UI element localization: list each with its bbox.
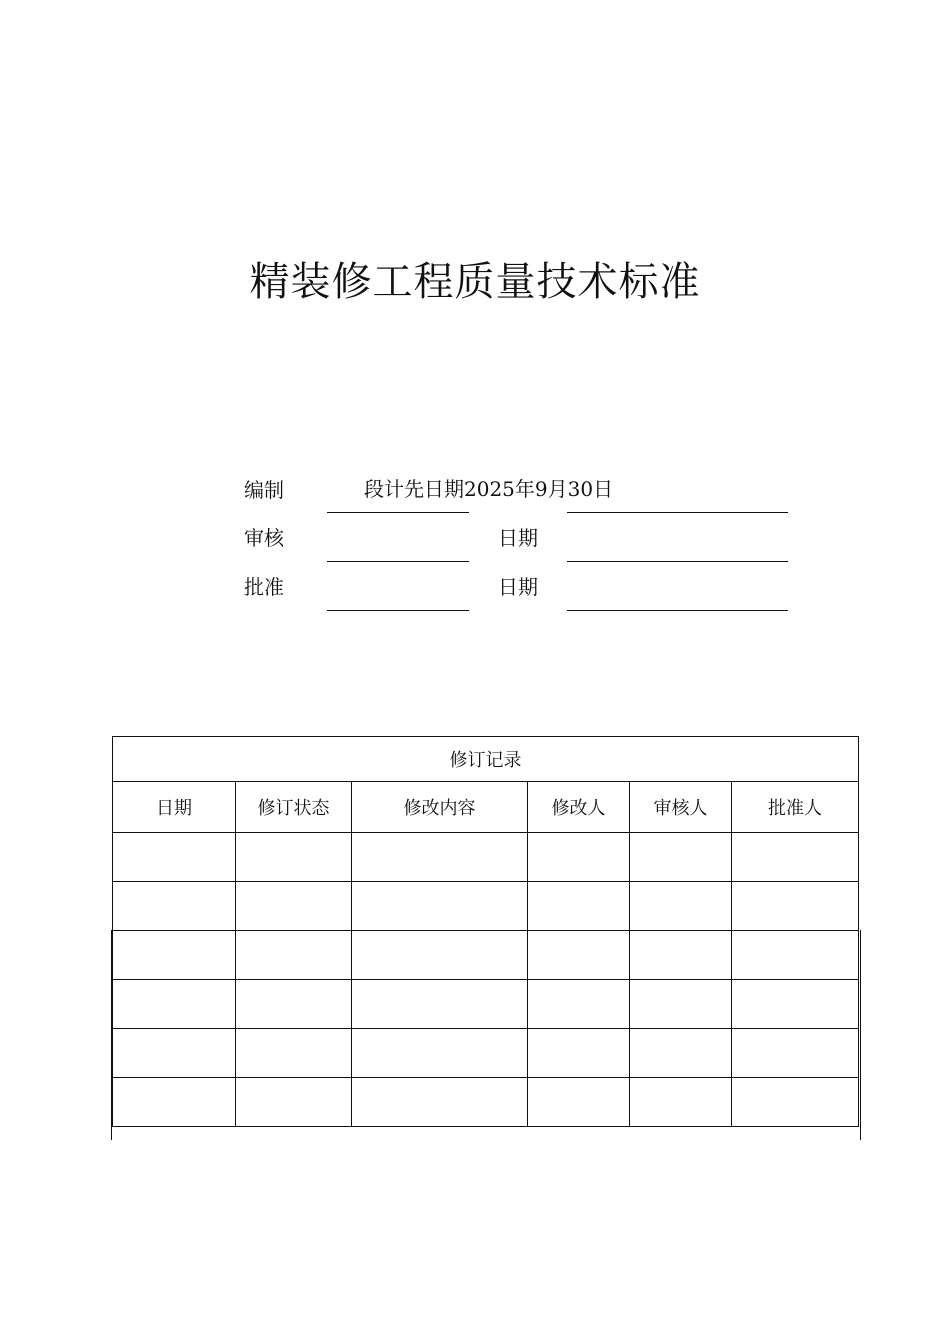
table-cell	[630, 882, 732, 931]
table-cell	[528, 980, 630, 1029]
table-cell	[352, 1078, 528, 1127]
reviewed-date-underline	[567, 561, 788, 562]
compiled-date-underline	[567, 512, 788, 513]
table-cell	[236, 1029, 352, 1078]
table-cell	[352, 980, 528, 1029]
column-header: 日期	[113, 782, 236, 833]
table-row	[113, 1029, 859, 1078]
table-cell	[732, 1078, 859, 1127]
column-header: 修订状态	[236, 782, 352, 833]
table-left-edge-mark	[111, 930, 112, 1140]
table-cell	[528, 1029, 630, 1078]
table-right-edge-mark	[860, 930, 861, 1140]
reviewed-underline	[327, 561, 469, 562]
table-cell	[113, 980, 236, 1029]
table-cell	[630, 1078, 732, 1127]
column-header: 批准人	[732, 782, 859, 833]
table-cell	[236, 1078, 352, 1127]
table-row	[113, 833, 859, 882]
revision-header-row	[113, 782, 859, 833]
table-cell	[236, 980, 352, 1029]
table-cell	[352, 833, 528, 882]
table-cell	[352, 882, 528, 931]
approved-label: 批准	[244, 575, 284, 599]
table-cell	[113, 1029, 236, 1078]
compiled-underline	[327, 512, 469, 513]
table-row	[113, 980, 859, 1029]
table-cell	[630, 931, 732, 980]
column-header: 修改人	[528, 782, 630, 833]
table-cell	[352, 931, 528, 980]
table-cell	[113, 1078, 236, 1127]
revision-table	[112, 736, 859, 1127]
approved-underline	[327, 610, 469, 611]
column-header: 修改内容	[352, 782, 528, 833]
document-title: 精装修工程质量技术标准	[249, 259, 701, 305]
reviewed-label: 审核	[244, 526, 284, 550]
reviewed-date-label: 日期	[498, 526, 538, 550]
table-row	[113, 931, 859, 980]
table-cell	[352, 1029, 528, 1078]
table-cell	[236, 882, 352, 931]
table-row	[113, 1078, 859, 1127]
table-cell	[630, 980, 732, 1029]
table-cell	[528, 1078, 630, 1127]
approved-date-underline	[567, 610, 788, 611]
revision-table-wrapper	[112, 736, 860, 1127]
table-cell	[630, 1029, 732, 1078]
revision-caption-row	[113, 737, 859, 782]
table-cell	[732, 1029, 859, 1078]
table-cell	[113, 833, 236, 882]
table-cell	[236, 833, 352, 882]
table-cell	[113, 882, 236, 931]
table-cell	[732, 931, 859, 980]
column-header: 审核人	[630, 782, 732, 833]
table-cell	[528, 833, 630, 882]
table-cell	[236, 931, 352, 980]
signoff-block	[0, 0, 950, 650]
revision-table-caption: 修订记录	[113, 737, 859, 782]
table-cell	[732, 833, 859, 882]
table-cell	[528, 931, 630, 980]
table-cell	[113, 931, 236, 980]
compiled-value: 段计先日期2025年9月30日	[364, 477, 614, 501]
compiled-label: 编制	[244, 478, 284, 502]
table-row	[113, 882, 859, 931]
table-cell	[732, 882, 859, 931]
table-cell	[528, 882, 630, 931]
approved-date-label: 日期	[498, 575, 538, 599]
table-cell	[732, 980, 859, 1029]
revision-table-body	[113, 833, 859, 1127]
table-cell	[630, 833, 732, 882]
